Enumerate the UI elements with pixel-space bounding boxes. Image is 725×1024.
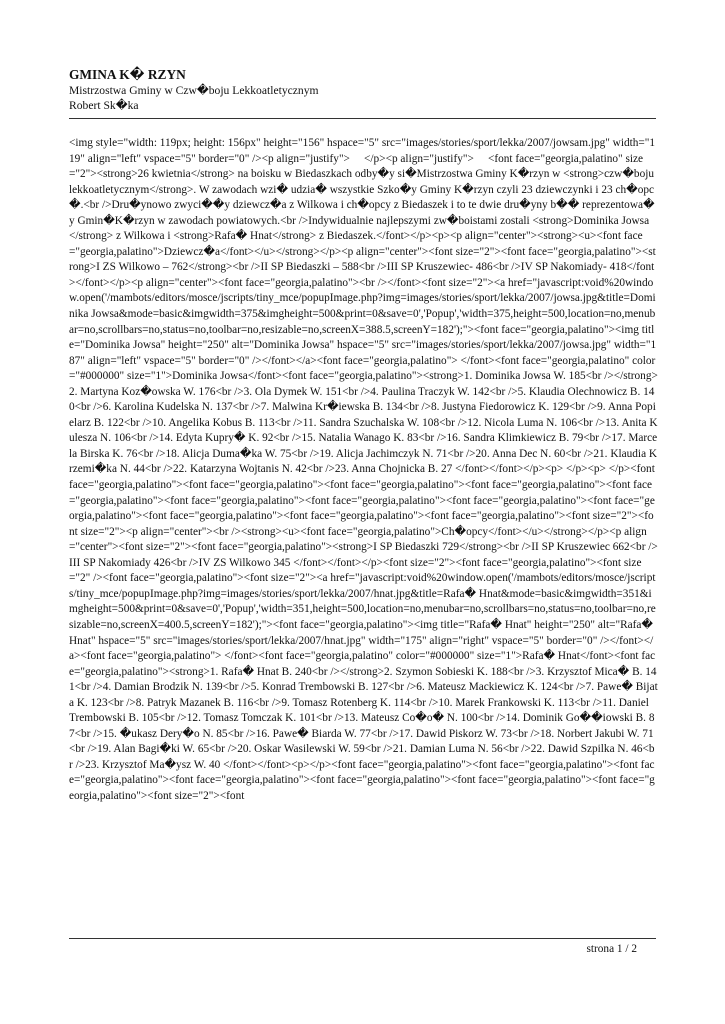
document-author: Robert Sk�ka xyxy=(69,99,139,112)
footer-divider xyxy=(69,938,656,939)
document-header xyxy=(69,66,659,113)
page-number: strona 1 / 2 xyxy=(586,943,637,955)
document-subtitle: Mistrzostwa Gminy w Czw�boju Lekkoatletycznym xyxy=(69,84,319,97)
document-title: GMINA K� RZYN xyxy=(69,67,186,82)
header-divider xyxy=(69,118,656,119)
article-body: <img style="width: 119px; height: 156px" height="156" hspace="5" src="images/stories/sport/lekka/2007/jowsam.jpg" width="119" align="left" vspace="5" border="0" /><p align="justify"> </p><p align="justify"> <font face="georgia,palatino" size="2"><strong>26 kwietnia</strong> na boisku w Biedaszkach odby�y si�Mistrzostwa Gminy K�rzyn w <strong>czw�boju lekkoatletycznym</strong>. W zawodach wzi� udzia� wszystkie Szko�y Gminy K�rzyn czyli 23 dziewczynki i 23 ch�opc�.<br />Dru�ynowo zwyci��y dziewcz�a z Wilkowa i ch�opcy z Biedaszek i to te dwie dru�yny b�� reprezentowa�y Gmin�K�rzyn w zawodach powiatowych.<br />Indywidualnie najlepszymi zw�boistami zostali <strong>Dominika Jowsa</strong> z Wilkowa i <strong>Rafa� Hnat</strong> z Biedaszek.</font></p><p><p align="center"><strong><u><font face="georgia,palatino">Dziewcz�a</font></u></strong></p><p align="center"><font size="2"><font face="georgia,palatino"><strong>I ZS Wilkowo – 762</strong><br />II SP Biedaszki – 588<br />III SP Kruszewiec- 486<br />IV SP Nakomiady- 418</font></font></p><p align="center"><font face="georgia,palatino"><br /></font><font size="2"><a href="javascript:void%20window.open('/mambots/editors/mosce/jscripts/tiny_mce/popupImage.php?img=images/stories/sport/lekka/2007/jowsa.jpg&title=Dominika Jowsa&mode=basic&imgwidth=375&imgheight=500&print=0&save=0','Popup','width=375,height=500,location=no,menubar=no,scrollbars=no,status=no,toolbar=no,resizable=no,screenX=388.5,screenY=182');"><font face="georgia,palatino"><img title="Dominika Jowsa" height="250" alt="Dominika Jowsa" hspace="5" src="images/stories/sport/lekka/2007/jowsa.jpg" width="187" align="left" vspace="5" border="0" /></font></a><font face="georgia,palatino"> </font><font face="georgia,palatino" color="#000000" size="1">Dominika Jowsa</font><font face="georgia,palatino"><strong>1. Dominika Jowsa W. 185<br /></strong>2. Martyna Koz�owska W. 176<br />3. Ola Dymek W. 151<br />4. Paulina Traczyk W. 142<br />5. Klaudia Olechnowicz B. 140<br />6. Karolina Kudelska N. 137<br />7. Malwina Kr�iewska B. 134<br />8. Justyna Fiedorowicz K. 129<br />9. Anna Popielarz B. 122<br />10. Angelika Kobus B. 113<br />11. Sandra Szuchalska W. 108<br />12. Nicola Luma N. 106<br />13. Anita Kulesza N. 106<br />14. Edyta Kupry� K. 92<br />15. Natalia Wanago K. 83<br />16. Sandra Klimkiewicz B. 79<br />17. Marcela Birska K. 76<br />18. Alicja Duma�ka W. 75<br />19. Alicja Jachimczyk N. 71<br />20. Anna Dec N. 60<br />21. Klaudia Krzemi�ka N. 44<br />22. Katarzyna Wojtanis N. 42<br />23. Anna Chojnicka B. 27 </font></font></p><p> </p><p> </p><font face="georgia,palatino"><font face="georgia,palatino"><font face="georgia,palatino"><font face="georgia,palatino"><font face="georgia,palatino"><font face="georgia,palatino"><font face="georgia,palatino"><font face="georgia,palatino"><font face="georgia,palatino"><font face="georgia,palatino"><font face="georgia,palatino"><font face="georgia,palatino"><font size="2"><font size="2"><p align="center"><br /><strong><u><font face="georgia,palatino">Ch�opcy</font></u></strong></p><p align="center"><font size="2"><font face="georgia,palatino"><strong>I SP Biedaszki 729</strong><br />II SP Kruszewiec 662<br />III SP Nakomiady 426<br />IV ZS Wilkowo 345 </font></font></p><font size="2"><font face="georgia,palatino"><font size="2" /><font face="georgia,palatino"><font size="2"><a href="javascript:void%20window.open('/mambots/editors/mosce/jscripts/tiny_mce/popupImage.php?img=images/stories/sport/lekka/2007/hnat.jpg&title=Rafa� Hnat&mode=basic&imgwidth=351&imgheight=500&print=0&save=0','Popup','width=351,height=500,location=no,menubar=no,scrollbars=no,status=no,toolbar=no,resizable=no,screenX=400.5,screenY=182');"><font face="georgia,palatino"><img title="Rafa� Hnat" height="250" alt="Rafa� Hnat" hspace="5" src="images/stories/sport/lekka/2007/hnat.jpg" width="175" align="right" vspace="5" border="0" /></font></a><font face="georgia,palatino"> </font><font face="georgia,palatino" color="#000000" size="1">Rafa� Hnat</font><font face="georgia,palatino"><strong>1. Rafa� Hnat B. 240<br /></strong>2. Szymon Sobieski K. 188<br />3. Krzysztof Mica� B. 141<br />4. Damian Brodzik N. 139<br />5. Konrad Trembowski B. 127<br />6. Mateusz Mackiewicz K. 124<br />7. Pawe� Bijata K. 123<br />8. Patryk Mazanek B. 116<br />9. Tomasz Rotenberg K. 114<br />10. Marek Frankowski K. 113<br />11. Daniel Trembowski B. 105<br />12. Tomasz Tomczak K. 101<br />13. Mateusz Co�o� N. 100<br />14. Dominik Go��iowski B. 87<br />15. �ukasz Dery�o N. 85<br />16. Pawe� Biarda W. 77<br />17. Dawid Piskorz W. 73<br />18. Norbert Jakubi W. 71<br />19. Alan Bagi�ki W. 65<br />20. Oskar Wasilewski W. 59<br />21. Damian Luma N. 56<br />22. Dawid Szpilka N. 46<br />23. Krzysztof Ma�ysz W. 40 </font></font><p></p><font face="georgia,palatino"><font face="georgia,palatino"><font face="georgia,palatino"><font face="georgia,palatino"><font face="georgia,palatino"><font face="georgia,palatino"><font face="georgia,palatino"><font size="2"><font xyxy=(69,137,658,802)
